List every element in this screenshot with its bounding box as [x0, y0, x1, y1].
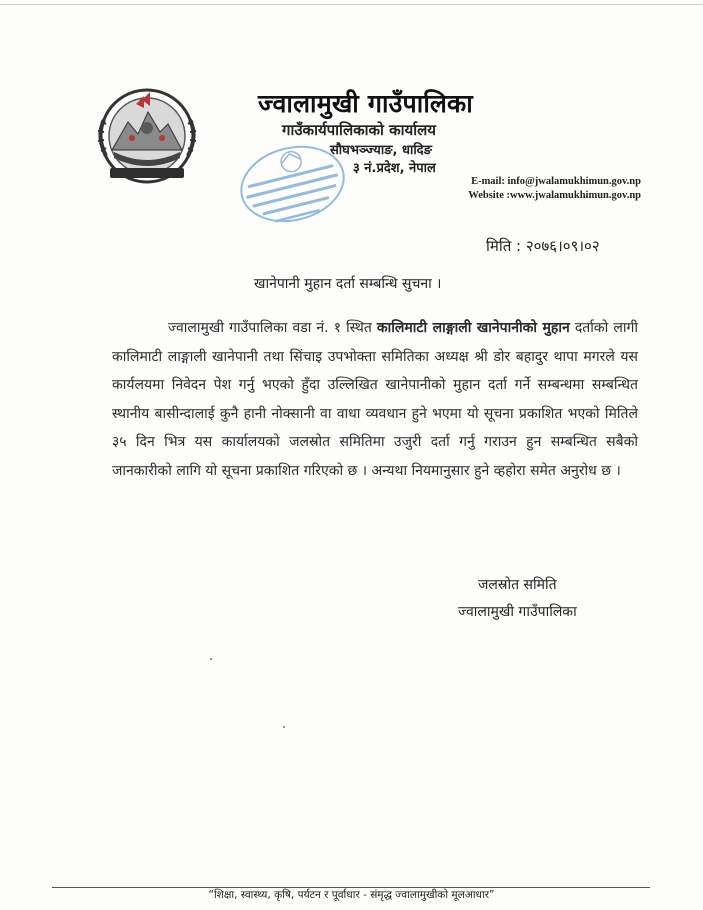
- province-line: ३ नं.प्रदेश, नेपाल: [353, 161, 436, 176]
- address-line: सौघभञ्ज्याङ, धादिङ: [330, 143, 432, 158]
- email-line: E-mail: info@jwalamukhimun.gov.np: [471, 176, 641, 187]
- footer-motto: “शिक्षा, स्वास्थ्य, कृषि, पर्यटन र पूर्वाधार - संमृद्ध ज्वालामुखीको मूलआधार”: [208, 889, 495, 901]
- notice-body: [112, 314, 638, 486]
- body-text-part2: दर्ताको लागी कालिमाटी लाङ्गाली खानेपानी तथा सिंचाइ उपभोक्ता समितिका अध्यक्ष श्री डोर बहादुर थापा मगरले यस कार्यलयमा निवेदन पेश गर्नु भएको हुँदा उल्लिखित खानेपानीको मुहान दर्ता गर्ने सम्बन्धमा सम्बन्धित स्थानीय बासीन्दालाई कुनै हानी नोक्सानी वा वाधा व्यवधान हुने भएमा यो सूचना प्रकाशित भएको मितिले ३५ दिन भित्र यस कार्यालयको जलस्रोत समितिमा उजुरी दर्ता गर्नु गराउन हुन सम्बन्धित सबैको जानकारीको लागि यो सूचना प्रकाशित गरिएको छ । अन्यथा नियमानुसार हुने व्हहोरा समेत अनुरोध छ ।: [112, 320, 638, 479]
- website-line: Website :www.jwalamukhimun.gov.np: [468, 190, 641, 201]
- body-text-part1: ज्वालामुखी गाउँपालिका वडा नं. १ स्थित: [168, 320, 377, 336]
- notice-date: मिति : २०७६।०९।०२: [486, 237, 600, 255]
- top-border-line: [0, 4, 703, 5]
- nepal-emblem-logo: [92, 80, 202, 188]
- municipality-title: ज्वालामुखी गाउँपालिका: [258, 89, 473, 118]
- body-text-bold: कालिमाटी लाङ्गाली खानेपानीको मुहान: [376, 320, 570, 336]
- office-name: गाउँकार्यपालिकाको कार्यालय: [282, 121, 437, 139]
- notice-subject: खानेपानी मुहान दर्ता सम्बन्धि सुचना ।: [254, 276, 442, 292]
- scan-speck: [283, 726, 285, 728]
- scan-speck: [210, 658, 212, 660]
- signature-committee: जलस्रोत समिति: [478, 577, 557, 593]
- signature-municipality: ज्वालामुखी गाउँपालिका: [458, 604, 577, 620]
